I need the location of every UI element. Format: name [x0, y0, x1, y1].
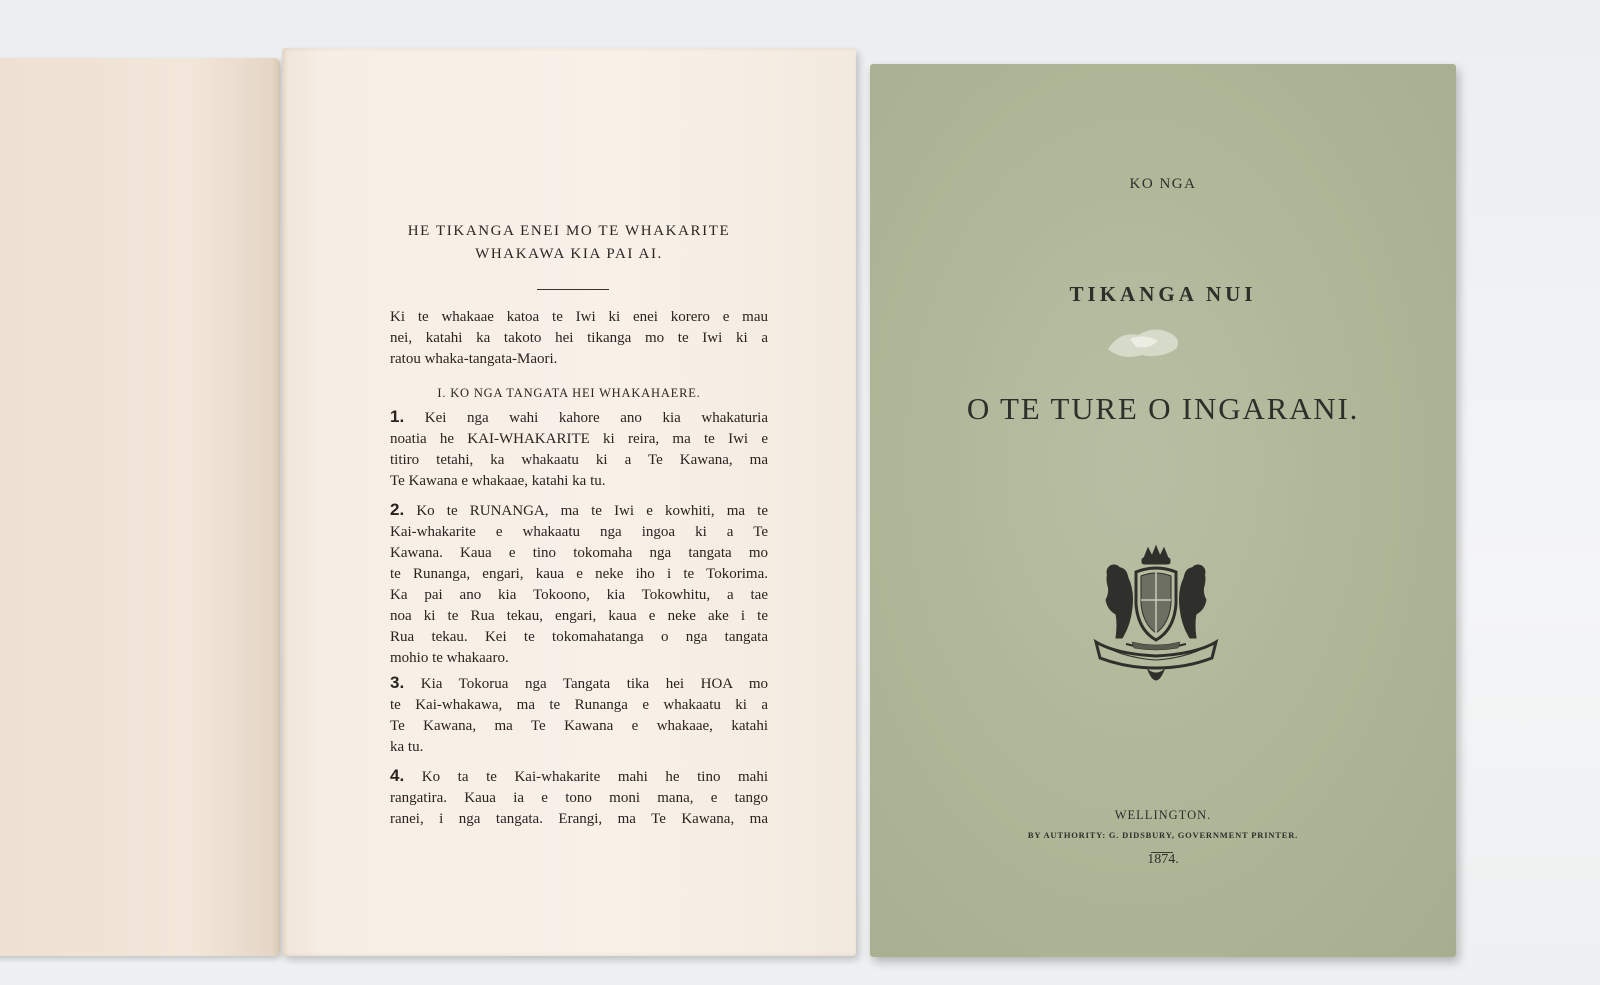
page-heading-line-2: WHAKAWA KIA PAI AI. — [475, 246, 663, 262]
paragraph-line: Kia Tokorua nga Tangata tika hei HOA mo — [420, 676, 769, 692]
paragraph-number: 1. — [390, 407, 405, 426]
paragraph-1 — [390, 406, 768, 492]
cover-place: WELLINGTON. — [1114, 808, 1212, 822]
cover-printer: BY AUTHORITY: G. DIDSBURY, GOVERNMENT PRINTER. — [1027, 830, 1299, 840]
back-page — [0, 58, 280, 956]
paragraph-line: Ka pai ano kia Tokoono, kia Tokowhitu, a tae — [390, 587, 768, 603]
heading-rule — [537, 289, 609, 290]
paragraph-line: Ko te RUNANGA, ma te Iwi e kowhiti, ma te — [416, 503, 768, 519]
intro-line: Ki te whakaae katoa te Iwi ki enei korero e mau — [390, 309, 768, 325]
intro-paragraph — [390, 307, 768, 370]
paragraph-number: 3. — [390, 673, 405, 692]
cover — [870, 64, 1456, 957]
paragraph-line: te Runanga, engari, kaua e neke iho i te Tokorima. — [390, 566, 768, 582]
paragraph-line: rangatira. Kaua ia e tono moni mana, e tango — [390, 790, 768, 806]
paragraph-number: 2. — [390, 500, 405, 519]
text-page — [282, 48, 856, 956]
paragraph-line: noa ki te Rua tekau, engari, kaua e neke ake i te — [390, 608, 768, 624]
scuff-mark — [1100, 319, 1190, 364]
cover-subtitle: O TE TURE O INGARANI. — [966, 391, 1360, 426]
paragraph-line: Te Kawana, ma Te Kawana e whakaae, katahi — [390, 718, 768, 734]
paragraph-line: Ko ta te Kai-whakarite mahi he tino mahi — [421, 769, 769, 785]
paragraph-line: Kai-whakarite e whakaatu nga ingoa ki a Te — [390, 524, 768, 540]
intro-line: ratou whaka-tangata-Maori. — [390, 351, 558, 367]
paragraph-line: ranei, i nga tangata. Erangi, ma Te Kawana, ma — [390, 811, 768, 827]
paragraph-number: 4. — [390, 766, 405, 785]
paragraph-2 — [390, 499, 768, 669]
page-heading-line-1: HE TIKANGA ENEI MO TE WHAKARITE — [407, 223, 731, 239]
paragraph-3 — [390, 672, 768, 758]
intro-line: nei, katahi ka takoto hei tikanga mo te Iwi ki a — [390, 330, 768, 346]
cover-title: TIKANGA NUI — [1069, 282, 1257, 306]
paragraph-line: te Kai-whakawa, ma te Runanga e whakaatu ki a — [390, 697, 768, 713]
paragraph-line: Rua tekau. Kei te tokomahatanga o nga tangata — [390, 629, 768, 645]
paragraph-line: ka tu. — [390, 739, 424, 755]
paragraph-line: Te Kawana e whakaae, katahi ka tu. — [390, 473, 606, 489]
paragraph-line: Kawana. Kaua e tino tokomaha nga tangata mo — [390, 545, 768, 561]
cover-year: 1874. — [1147, 852, 1179, 867]
cover-ko-nga: KO NGA — [1129, 176, 1197, 192]
paragraph-4 — [390, 765, 768, 830]
paragraph-line: noatia he KAI-WHAKARITE ki reira, ma te Iwi e — [390, 431, 768, 447]
paragraph-line: mohio te whakaaro. — [390, 650, 509, 666]
paragraph-line: Kei nga wahi kahore ano kia whakaturia — [424, 410, 769, 426]
paragraph-line: titiro tetahi, ka whakaatu ki a Te Kawana, ma — [390, 452, 768, 468]
royal-crest-icon — [1086, 542, 1226, 682]
section-title: I. KO NGA TANGATA HEI WHAKAHAERE. — [437, 386, 701, 400]
